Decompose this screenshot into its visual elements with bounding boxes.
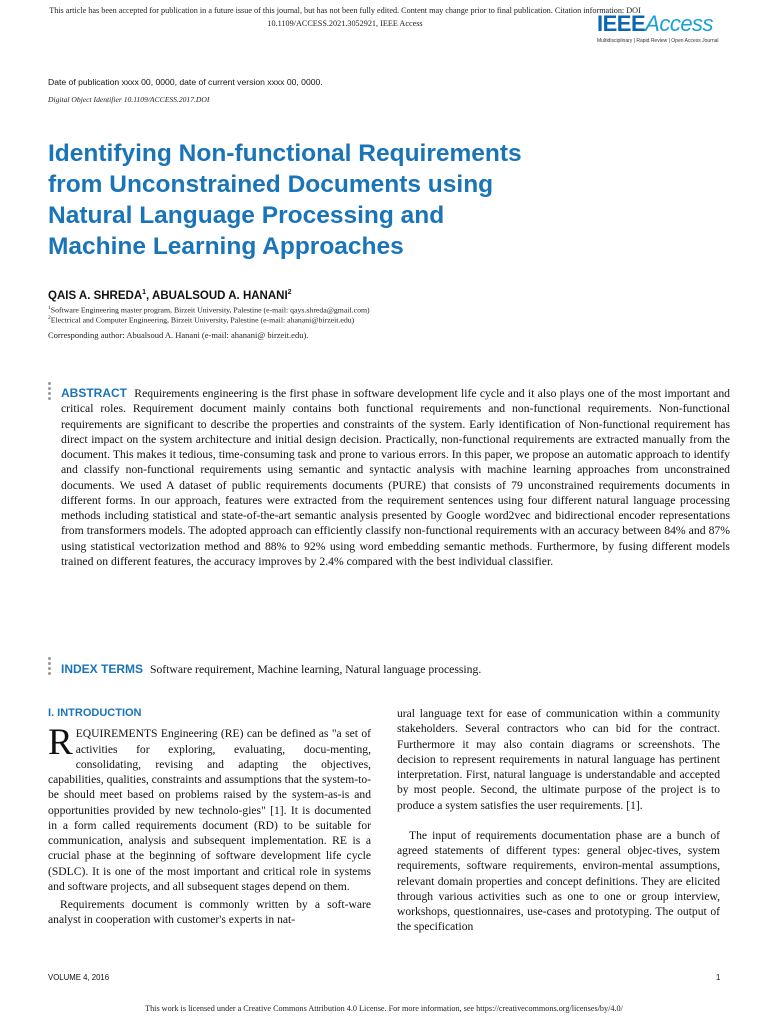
author-affil-marker: 2 [287, 289, 292, 296]
intro-paragraph-2: Requirements document is commonly written by a soft-ware analyst in cooperation with customer's experts in nat- [48, 898, 371, 927]
abstract [61, 386, 730, 569]
abstract-dots-icon [48, 382, 52, 402]
affil-text: Electrical and Computer Engineering, Birzeit University, Palestine (e-mail: ahanani@birzeit.edu) [50, 315, 355, 325]
index-terms [61, 662, 730, 676]
affiliation-2 [48, 315, 354, 325]
notice-line-1: This article has been accepted for publication in a future issue of this journal, but has not been fully edited. Content may change prior to final publication. Citation information: DOI [49, 6, 641, 15]
author-separator: , [146, 289, 153, 302]
title-line: Machine Learning Approaches [48, 233, 404, 260]
drop-cap: R [48, 722, 73, 764]
logo-access-text: Access [645, 11, 714, 36]
affil-marker: 2 [48, 315, 51, 321]
publication-date: Date of publication xxxx 00, 0000, date of current version xxxx 00, 0000. [48, 77, 323, 87]
author-affil-marker: 1 [142, 289, 147, 296]
abstract-text: Requirements engineering is the first phase in software development life cycle and it also plays one of the most important and critical roles. Requirement document mainly contains both functional requirements and non-functional requirements. Non-functional requirements are significant to describe the properties and constraints of the system. Early identification of Non-functional requirement has direct impact on the system architecture and initial design decision. Practically, non-functional requirements are extracted manually from the document. This makes it tedious, time-consuming task and prone to various errors. In this paper, we propose an automatic approach to identify and classify non-functional requirements using semantic and syntactic analysis with machine learning approaches from unconstrained documents. We used A dataset of public requirements documents (PURE) that consists of 79 unconstrained requirements documents in different forms. In our approach, features were extracted from the requirement sentences using four different natural language processing methods including statistical and state-of-the-art semantic analysis presented by Google word2vec and bidirectional encoder representations from transformers models. The adopted approach can efficiently classify non-functional requirements with an accuracy between 84% and 87% using statistical vectorization method and 88% to 92% using word embedding semantic methods. Furthermore, by fusing different models trained on different features, the accuracy improves by 2.4% compared with the best individual classifier. [61, 387, 731, 568]
publication-notice [40, 4, 650, 30]
left-column [48, 706, 371, 928]
corresponding-author: Corresponding author: Abualsoud A. Hanani (e-mail: ahanani@ birzeit.edu). [48, 330, 309, 340]
right-column [397, 706, 720, 935]
section-heading: I. INTRODUCTION [48, 707, 142, 719]
right-paragraph-1: ural language text for ease of communication within a community stakeholders. Several contractors who can bid for the contract. Furthermore it may also contain diagrams or screenshots. The decision to represent requirements in natural language has pertinent interpretation. First, natural language is understandable and accepted by most people. Second, the ultimate purpose of the project is to produce a system satisfies the user requirements. [1]. [397, 707, 720, 812]
affil-text: Software Engineering master program, Birzeit University, Palestine (e-mail: qays.shreda@gmail.com) [50, 305, 370, 315]
author-name: QAIS A. SHREDA [48, 289, 143, 302]
title-line: Natural Language Processing and [48, 202, 445, 229]
affil-marker: 1 [48, 305, 51, 311]
intro-paragraph [48, 722, 371, 894]
index-terms-dots-icon [48, 657, 52, 677]
author-name: ABUALSOUD A. HANANI [152, 289, 288, 302]
title-line: Identifying Non-functional Requirements [48, 140, 522, 167]
volume-label: VOLUME 4, 2016 [48, 973, 110, 982]
title-line: from Unconstrained Documents using [48, 171, 494, 198]
ieee-access-logo [597, 11, 737, 51]
right-paragraph-2: The input of requirements documentation phase are a bunch of agreed statements of different types: general objec-tives, system requirements, software requirements, environ-mental assumptions, relevant domain properties and concept definitions. They are elicited through various activities such as one to one or group interview, workshops, questionnaires, use-cases and prototyping. The output of the specification [397, 828, 720, 934]
index-terms-text: Software requirement, Machine learning, Natural language processing. [149, 663, 482, 676]
paper-title [48, 138, 668, 262]
affiliation-1 [48, 305, 370, 315]
index-terms-label: INDEX TERMS [61, 662, 144, 676]
author-list [48, 289, 292, 302]
license-notice: This work is licensed under a Creative Commons Attribution 4.0 License. For more information, see https://creativecommons.org/licenses/by/4.0/ [145, 1004, 623, 1013]
logo-tagline: Multidisciplinary | Rapid Review | Open Access Journal [597, 38, 719, 44]
page-number: 1 [716, 973, 721, 982]
logo-ieee-text: IEEE [597, 11, 646, 36]
doi-line: Digital Object Identifier 10.1109/ACCESS.2017.DOI [48, 95, 210, 104]
abstract-label: ABSTRACT [61, 386, 127, 400]
notice-line-2: 10.1109/ACCESS.2021.3052921, IEEE Access [267, 19, 423, 28]
intro-paragraph-text: EQUIREMENTS Engineering (RE) can be defined as "a set of activities for exploring, evaluating, docu-menting, consolidating, revising and adapting the objectives, capabilities, qualities, constraints and assumptions that the system-to-be should meet based on problems raised by the system-as-is and opportunities provided by new technolo-gies" [1]. It is documented in a form called requirements document (RD) to be suitable for communication, analysis and subsequent implementation. RE is a crucial phase at the beginning of software development life cycle (SDLC). It is one of the most important and critical role in systems and software projects, and all subsequent stages depend on them. [48, 727, 371, 893]
